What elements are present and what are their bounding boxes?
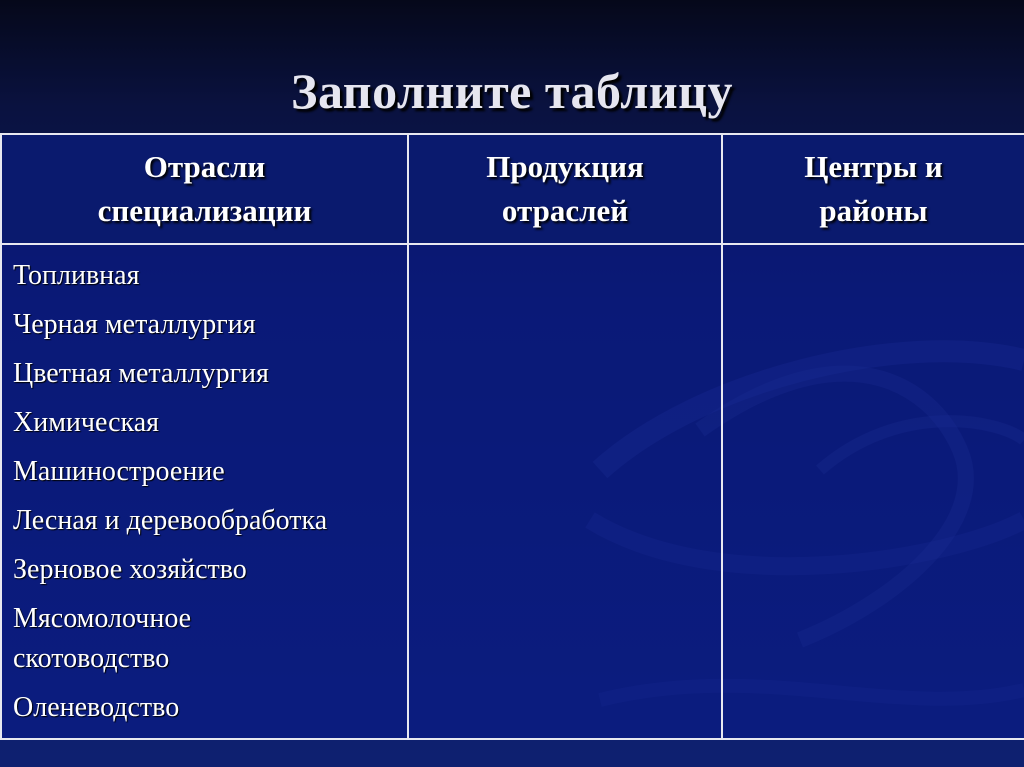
- header-centers-line1: Центры и: [804, 149, 943, 184]
- header-specialization-line2: специализации: [97, 193, 312, 228]
- list-item-line2: скотоводство: [13, 643, 170, 674]
- list-item: Оленеводство: [13, 692, 180, 723]
- header-products-line1: Продукция: [486, 149, 644, 184]
- header-centers-regions: [722, 134, 1024, 244]
- sectors-cell: [1, 244, 408, 739]
- list-item-line1: Мясомолочное: [13, 603, 192, 634]
- list-item: Химическая: [13, 407, 160, 438]
- header-sector-products: [408, 134, 722, 244]
- list-item: Машиностроение: [13, 456, 225, 487]
- products-blank: [410, 246, 720, 737]
- table-body-row: [1, 244, 1024, 739]
- header-products-line2: отраслей: [501, 193, 629, 228]
- list-item: [13, 599, 406, 679]
- fill-in-table: [0, 133, 1024, 740]
- centers-cell[interactable]: [722, 244, 1024, 739]
- slide-title: Заполните таблицу: [291, 63, 733, 119]
- list-item: Лесная и деревообработка: [13, 505, 328, 536]
- list-item: Черная металлургия: [13, 309, 256, 340]
- centers-blank: [724, 246, 1023, 737]
- list-item: Зерновое хозяйство: [13, 554, 247, 585]
- sector-list: [3, 246, 406, 728]
- header-specialization-line1: Отрасли: [143, 149, 266, 184]
- table-header-row: [1, 134, 1024, 244]
- list-item: Топливная: [13, 260, 140, 291]
- header-specialization-sectors: [1, 134, 408, 244]
- header-centers-line2: районы: [819, 193, 928, 228]
- list-item: Цветная металлургия: [13, 358, 269, 389]
- products-cell[interactable]: [408, 244, 722, 739]
